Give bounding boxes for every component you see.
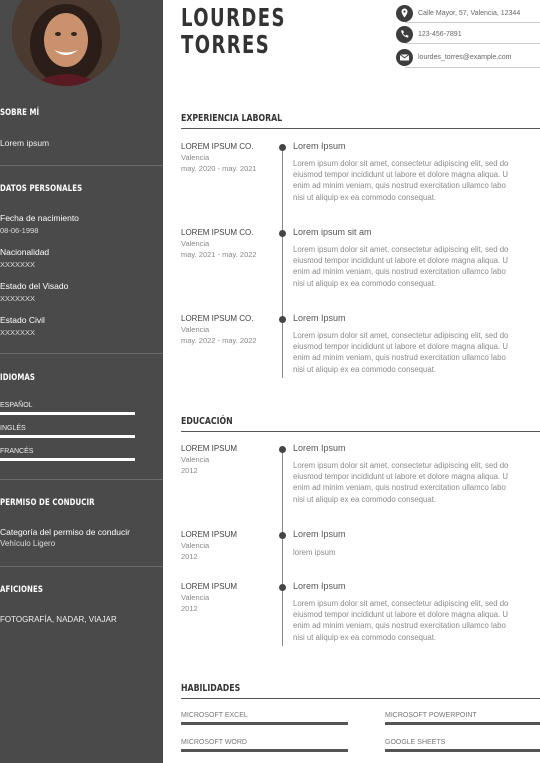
skill-powerpoint: MICROSOFT POWERPOINT	[385, 712, 477, 719]
license-title: PERMISO DE CONDUCIR	[0, 498, 95, 508]
civil-value: XXXXXXX	[0, 328, 36, 337]
experience-org: LOREM IPSUM CO.	[181, 142, 254, 151]
experience-meta: Valencia may. 2022 - may. 2022	[181, 325, 257, 345]
email-text[interactable]: lourdes_torres@example.com	[418, 54, 512, 61]
civil-label: Estado Civil	[0, 315, 45, 325]
license-label: Categoría del permiso de conducir	[0, 527, 130, 537]
experience-meta: Valencia may. 2021 - may. 2022	[181, 239, 257, 259]
education-description: lorem ipsum	[293, 548, 336, 557]
language-level-bar	[0, 458, 135, 461]
education-title-item: Lorem Ipsum	[293, 529, 346, 539]
contact-divider	[405, 67, 540, 68]
experience-description: Lorem ipsum dolor sit amet, consectetur adipiscing elit, sed do eiusmod tempor incididunt ut labore et dolore magna aliqua. U enim ad minim veniam, quis nostrud exercitation ullamco labo nisi ut aliquip ex ea commodo consequat.	[293, 159, 509, 202]
education-title-item: Lorem Ipsum	[293, 443, 346, 453]
education-timeline	[282, 448, 283, 646]
section-rule	[181, 431, 540, 432]
skill-level-bar	[181, 749, 348, 752]
language-english: INGLÉS	[0, 425, 26, 432]
location-pin-icon	[396, 5, 413, 22]
skills-title: HABILIDADES	[181, 683, 241, 694]
divider	[0, 479, 163, 480]
experience-description: Lorem ipsum dolor sit amet, consectetur adipiscing elit, sed do eiusmod tempor incididunt ut labore et dolore magna aliqua. U enim ad minim veniam, quis nostrud exercitation ullamco labo nisi ut aliquip ex ea commodo consequat.	[293, 245, 509, 288]
education-description: Lorem ipsum dolor sit amet, consectetur adipiscing elit, sed do eiusmod tempor incididunt ut labore et dolore magna aliqua. U enim ad minim veniam, quis nostrud exercitation ullamco labo nisi ut aliquip ex ea commodo consequat.	[293, 599, 509, 642]
experience-role: Lorem Ipsum	[293, 313, 346, 323]
address-text: Calle Mayor, 57, Valencia, 12344	[418, 10, 521, 17]
section-rule	[181, 128, 540, 129]
experience-role: Lorem ipsum sit am	[293, 227, 372, 237]
experience-org: LOREM IPSUM CO.	[181, 314, 254, 323]
birthdate-label: Fecha de nacimiento	[0, 213, 79, 223]
section-rule	[181, 698, 540, 699]
skill-word: MICROSOFT WORD	[181, 739, 247, 746]
last-name: TORRES	[181, 30, 271, 59]
education-meta: Valencia 2012	[181, 541, 210, 561]
hobbies-title: AFICIONES	[0, 585, 44, 595]
contact-divider	[405, 43, 540, 44]
skill-sheets: GOOGLE SHEETS	[385, 739, 446, 746]
skill-excel: MICROSOFT EXCEL	[181, 712, 248, 719]
language-french: FRANCÉS	[0, 448, 34, 455]
language-level-bar	[0, 412, 135, 415]
experience-org: LOREM IPSUM CO.	[181, 228, 254, 237]
timeline-dot	[279, 532, 286, 539]
timeline-dot	[279, 144, 286, 151]
experience-role: Lorem Ipsum	[293, 141, 346, 151]
nationality-value: XXXXXXX	[0, 260, 36, 269]
skill-level-bar	[385, 722, 540, 725]
about-title: SOBRE MÍ	[0, 108, 40, 118]
languages-title: IDIOMAS	[0, 373, 36, 383]
timeline-dot	[279, 584, 286, 591]
visa-label: Estado del Visado	[0, 281, 69, 291]
education-org: LOREM IPSUM	[181, 582, 238, 591]
experience-description: Lorem ipsum dolor sit amet, consectetur adipiscing elit, sed do eiusmod tempor incididunt ut labore et dolore magna aliqua. U enim ad minim veniam, quis nostrud exercitation ullamco labo nisi ut aliquip ex ea commodo consequat.	[293, 331, 509, 374]
nationality-label: Nacionalidad	[0, 247, 50, 257]
license-value: Vehículo Ligero	[0, 539, 56, 548]
experience-title: EXPERIENCIA LABORAL	[181, 113, 283, 124]
visa-value: XXXXXXX	[0, 294, 36, 303]
education-title: EDUCACIÓN	[181, 416, 233, 427]
skill-level-bar	[181, 722, 348, 725]
education-title-item: Lorem Ipsum	[293, 581, 346, 591]
first-name: LOURDES	[181, 3, 286, 32]
timeline-dot	[279, 230, 286, 237]
phone-text[interactable]: 123-456-7891	[418, 31, 462, 38]
birthdate-value: 08-06-1998	[0, 226, 39, 235]
divider	[0, 566, 163, 567]
email-icon	[396, 49, 413, 66]
divider	[0, 165, 163, 166]
about-text: Lorem ipsum	[0, 138, 50, 148]
divider	[0, 353, 163, 354]
timeline-dot	[279, 446, 286, 453]
phone-icon	[396, 26, 413, 43]
sidebar	[0, 0, 163, 763]
profile-photo	[12, 0, 120, 86]
experience-timeline	[282, 146, 283, 378]
experience-meta: Valencia may. 2020 - may. 2021	[181, 153, 257, 173]
education-org: LOREM IPSUM	[181, 530, 238, 539]
education-description: Lorem ipsum dolor sit amet, consectetur adipiscing elit, sed do eiusmod tempor incididunt ut labore et dolore magna aliqua. U enim ad minim veniam, quis nostrud exercitation ullamco labo nisi ut aliquip ex ea commodo consequat.	[293, 461, 509, 504]
timeline-dot	[279, 316, 286, 323]
education-meta: Valencia 2012	[181, 455, 210, 475]
skill-level-bar	[385, 749, 540, 752]
language-level-bar	[0, 435, 135, 438]
hobbies-text: FOTOGRAFÍA, NADAR, VIAJAR	[0, 615, 117, 624]
education-meta: Valencia 2012	[181, 593, 210, 613]
personal-title: DATOS PERSONALES	[0, 184, 83, 194]
language-spanish: ESPAÑOL	[0, 402, 33, 409]
education-org: LOREM IPSUM	[181, 444, 238, 453]
contact-divider	[405, 22, 540, 23]
